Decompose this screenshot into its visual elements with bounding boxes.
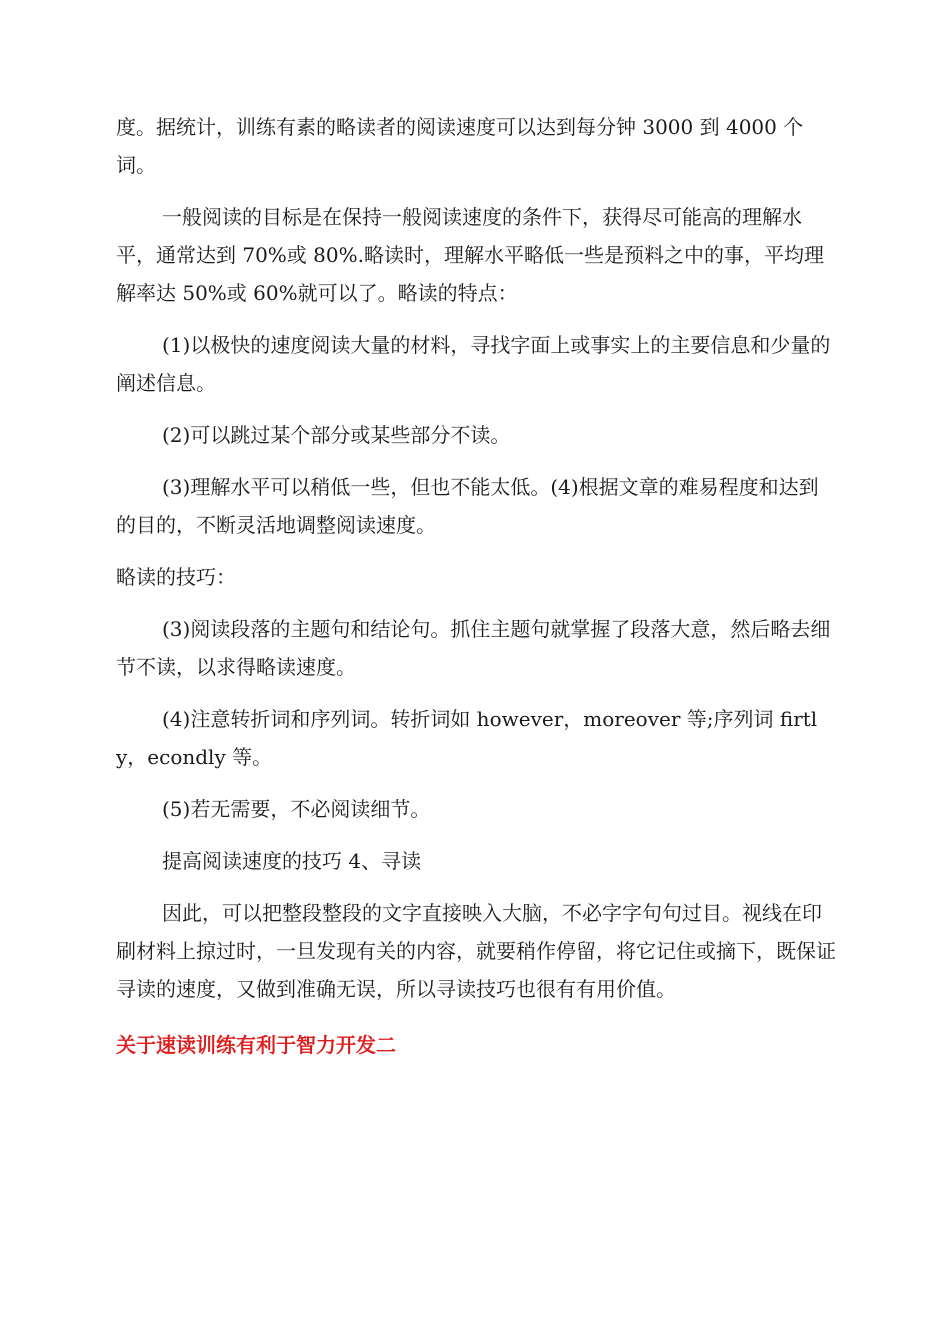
paragraph-reading-goal: 一般阅读的目标是在保持一般阅读速度的条件下，获得尽可能高的理解水平，通常达到 70%或 80%.略读时，理解水平略低一些是预料之中的事，平均理解率达 50%或 60%就可以了。略读的特点： (116, 205, 824, 305)
paragraph-skim-feature-1: (1)以极快的速度阅读大量的材料，寻找字面上或事实上的主要信息和少量的阐述信息。 (116, 333, 831, 395)
paragraph-scanning-body: 因此，可以把整段整段的文字直接映入大脑，不必字字句句过目。视线在印刷材料上掠过时，一旦发现有关的内容，就要稍作停留，将它记住或摘下，既保证寻读的速度，又做到准确无误，所以寻读技巧也很有有用价值。 (116, 901, 836, 1001)
paragraph-technique-4: (4)注意转折词和序列词。转折词如 however，moreover 等;序列词 firtly，econdly 等。 (116, 707, 818, 769)
paragraph-scanning-title: 提高阅读速度的技巧 4、寻读 (162, 849, 422, 873)
paragraph-skim-feature-2: (2)可以跳过某个部分或某些部分不读。 (162, 423, 511, 447)
paragraph-skim-techniques-title: 略读的技巧： (116, 565, 236, 589)
paragraph-skim-feature-3-4: (3)理解水平可以稍低一些，但也不能太低。(4)根据文章的难易程度和达到的目的，不断灵活地调整阅读速度。 (116, 475, 819, 537)
paragraph-reading-speed-stat: 度。据统计，训练有素的略读者的阅读速度可以达到每分钟 3000 到 4000 个词。 (116, 115, 804, 177)
paragraph-technique-3: (3)阅读段落的主题句和结论句。抓住主题句就掌握了段落大意，然后略去细节不读，以求得略读速度。 (116, 617, 831, 679)
paragraph-technique-5: (5)若无需要，不必阅读细节。 (162, 797, 431, 821)
document-body (116, 108, 836, 1078)
section-heading: 关于速读训练有利于智力开发二 (116, 1033, 396, 1057)
